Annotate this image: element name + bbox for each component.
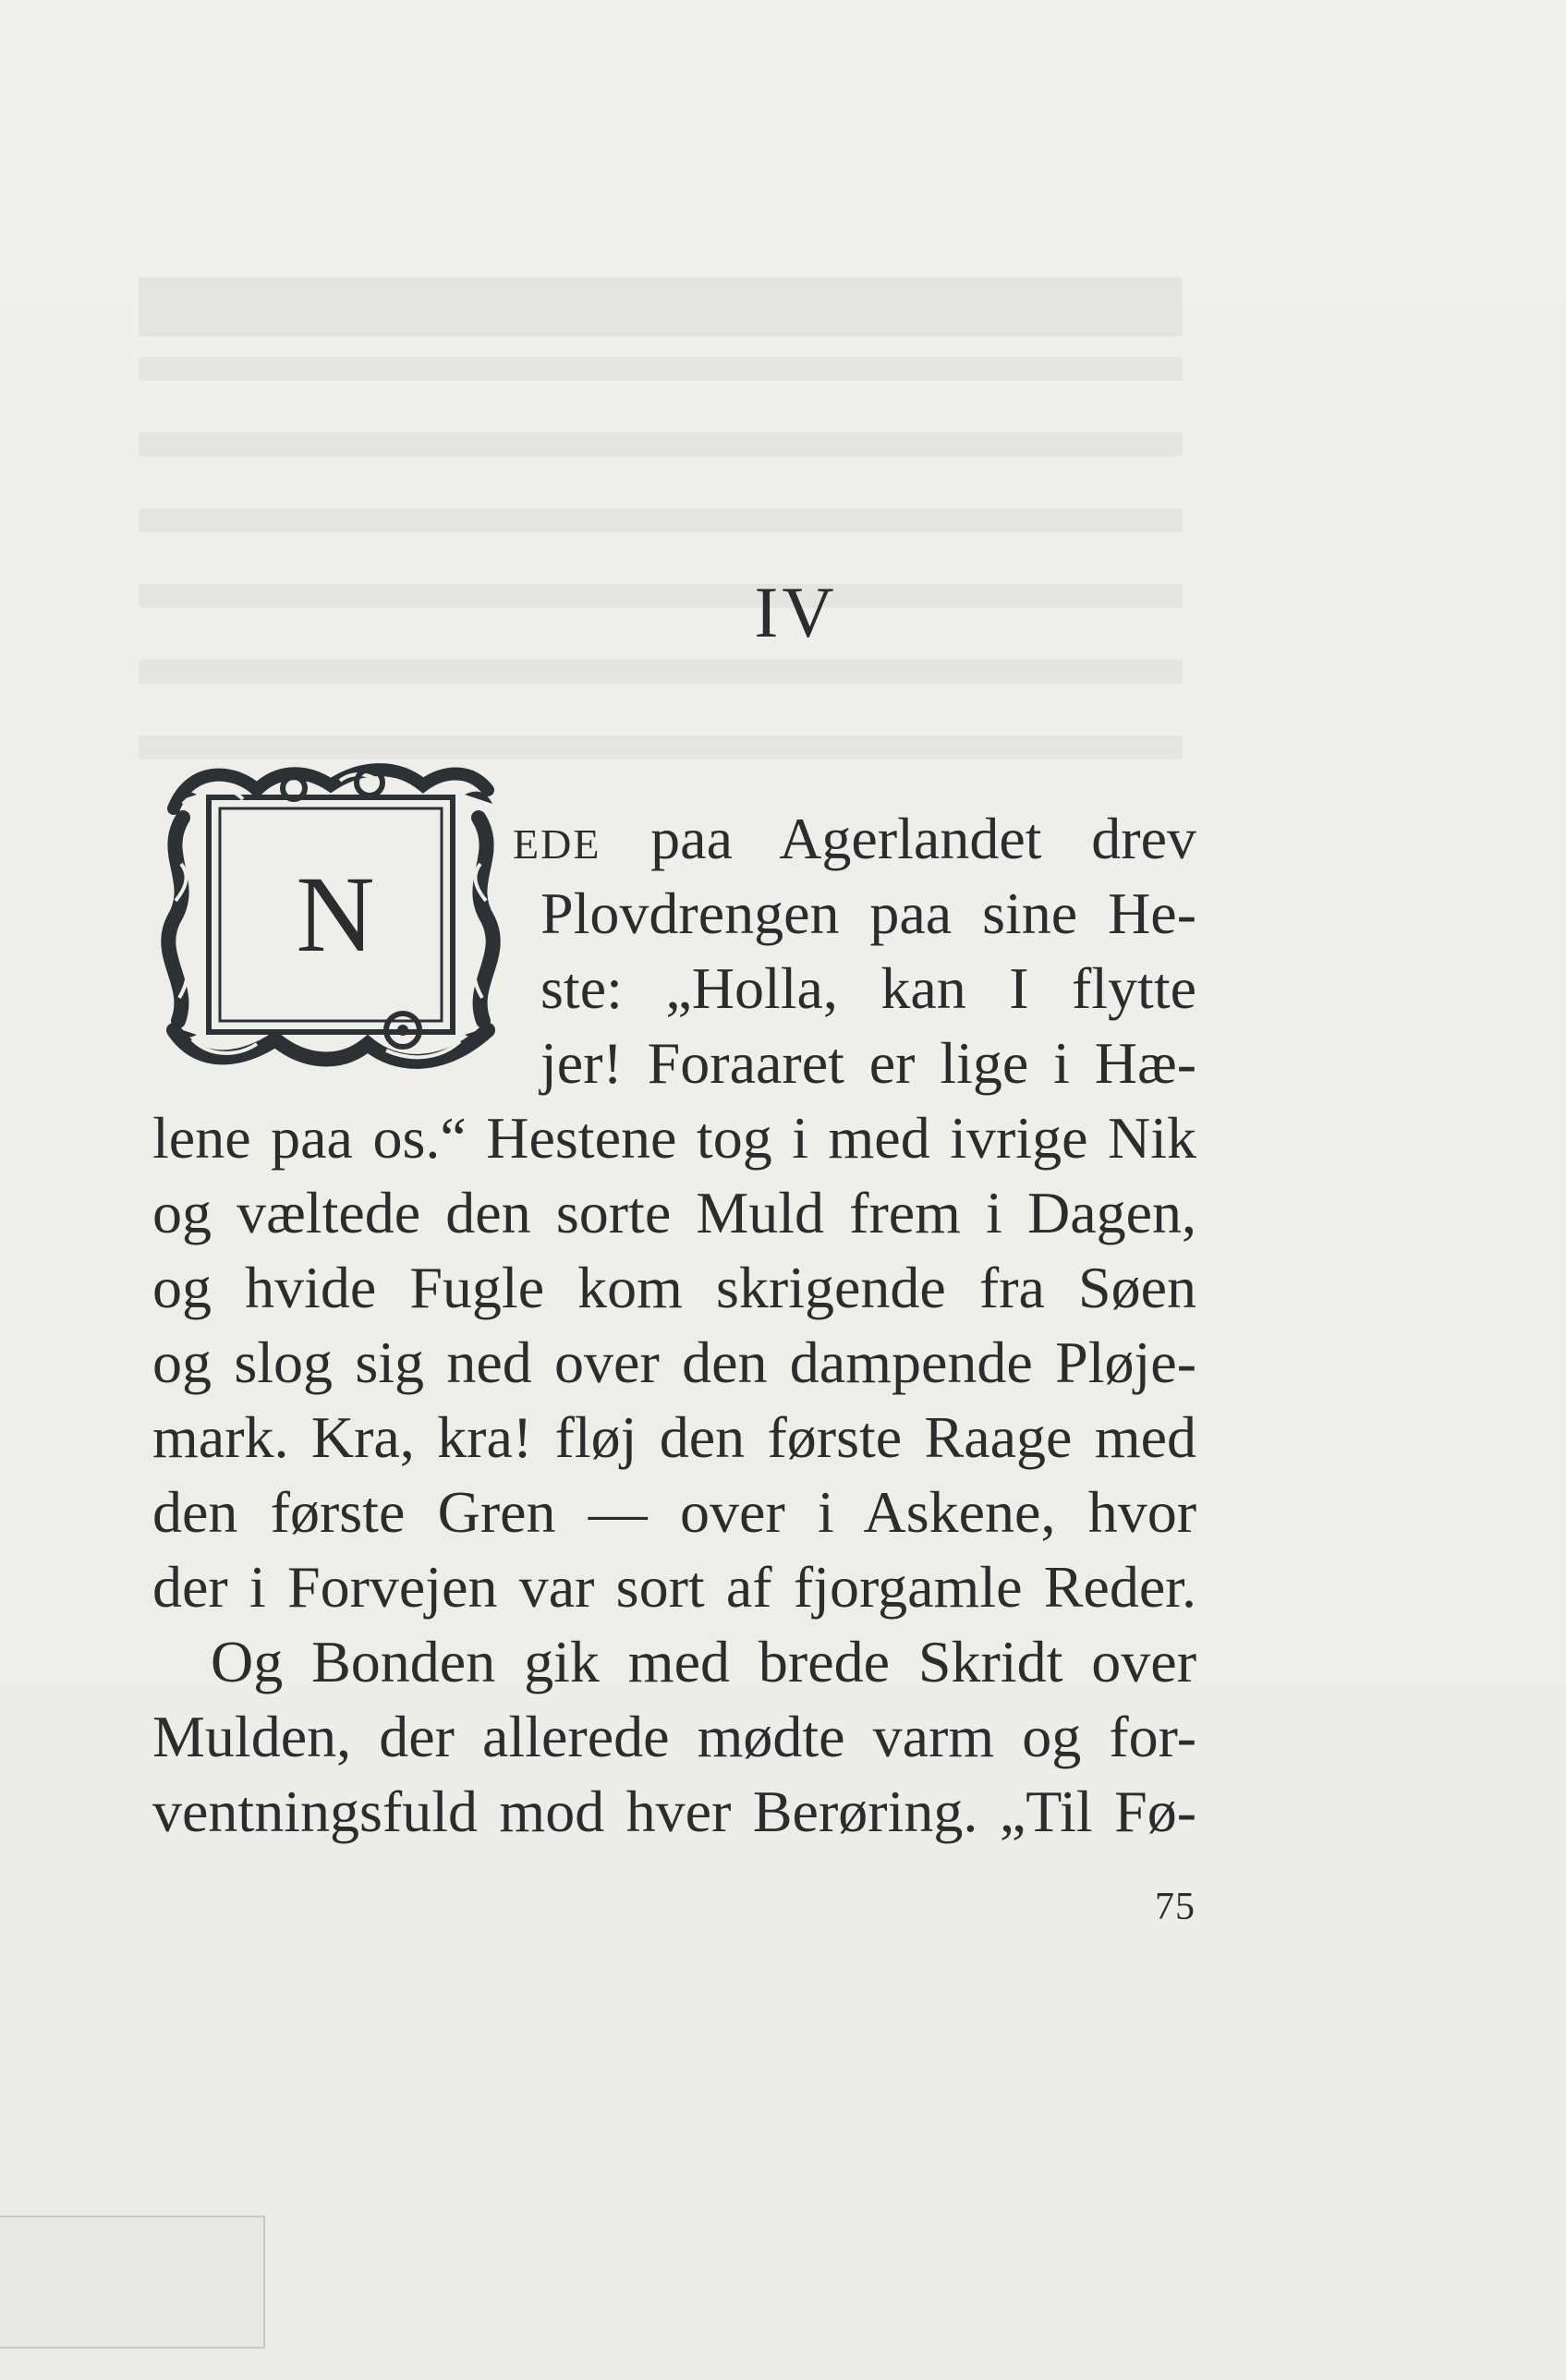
initial-letter: N (296, 854, 375, 975)
text-line: mark. Kra, kra! fløj den første Raage med (152, 1404, 1196, 1470)
scan-edge-mark (0, 2216, 265, 2349)
lead-line-1-rest: paa Agerlandet drev (601, 806, 1196, 871)
text-line: Mulden, der allerede mødte varm og for- (152, 1704, 1196, 1769)
text-line: lene paa os.“ Hestene tog i med ivrige Nik (152, 1105, 1196, 1171)
lead-line-1 (513, 801, 1196, 882)
decorated-initial (155, 753, 506, 1076)
smallcaps-run: EDE (513, 820, 601, 868)
page-number: 75 (1155, 1886, 1196, 1928)
lead-line-2: Plovdrengen paa sine He- (540, 880, 1196, 946)
lead-line-4: jer! Foraaret er lige i Hæ- (540, 1030, 1196, 1096)
text-line: og slog sig ned over den dampende Pløje- (152, 1330, 1196, 1395)
text-line: og væltede den sorte Muld frem i Dagen, (152, 1180, 1196, 1245)
chapter-heading: IV (754, 572, 838, 652)
text-line: der i Forvejen var sort af fjorgamle Reder. (152, 1554, 1196, 1620)
bleed-through-shadow (139, 277, 1183, 832)
text-line: den første Gren — over i Askene, hvor (152, 1479, 1196, 1545)
lead-line-3: ste: „Holla, kan I flytte (540, 955, 1196, 1021)
text-line: og hvide Fugle kom skrigende fra Søen (152, 1255, 1196, 1320)
paragraph-first-line: Og Bonden gik med brede Skridt over (211, 1629, 1196, 1694)
text-line: ventningsfuld mod hver Berøring. „Til Fø- (152, 1779, 1196, 1844)
